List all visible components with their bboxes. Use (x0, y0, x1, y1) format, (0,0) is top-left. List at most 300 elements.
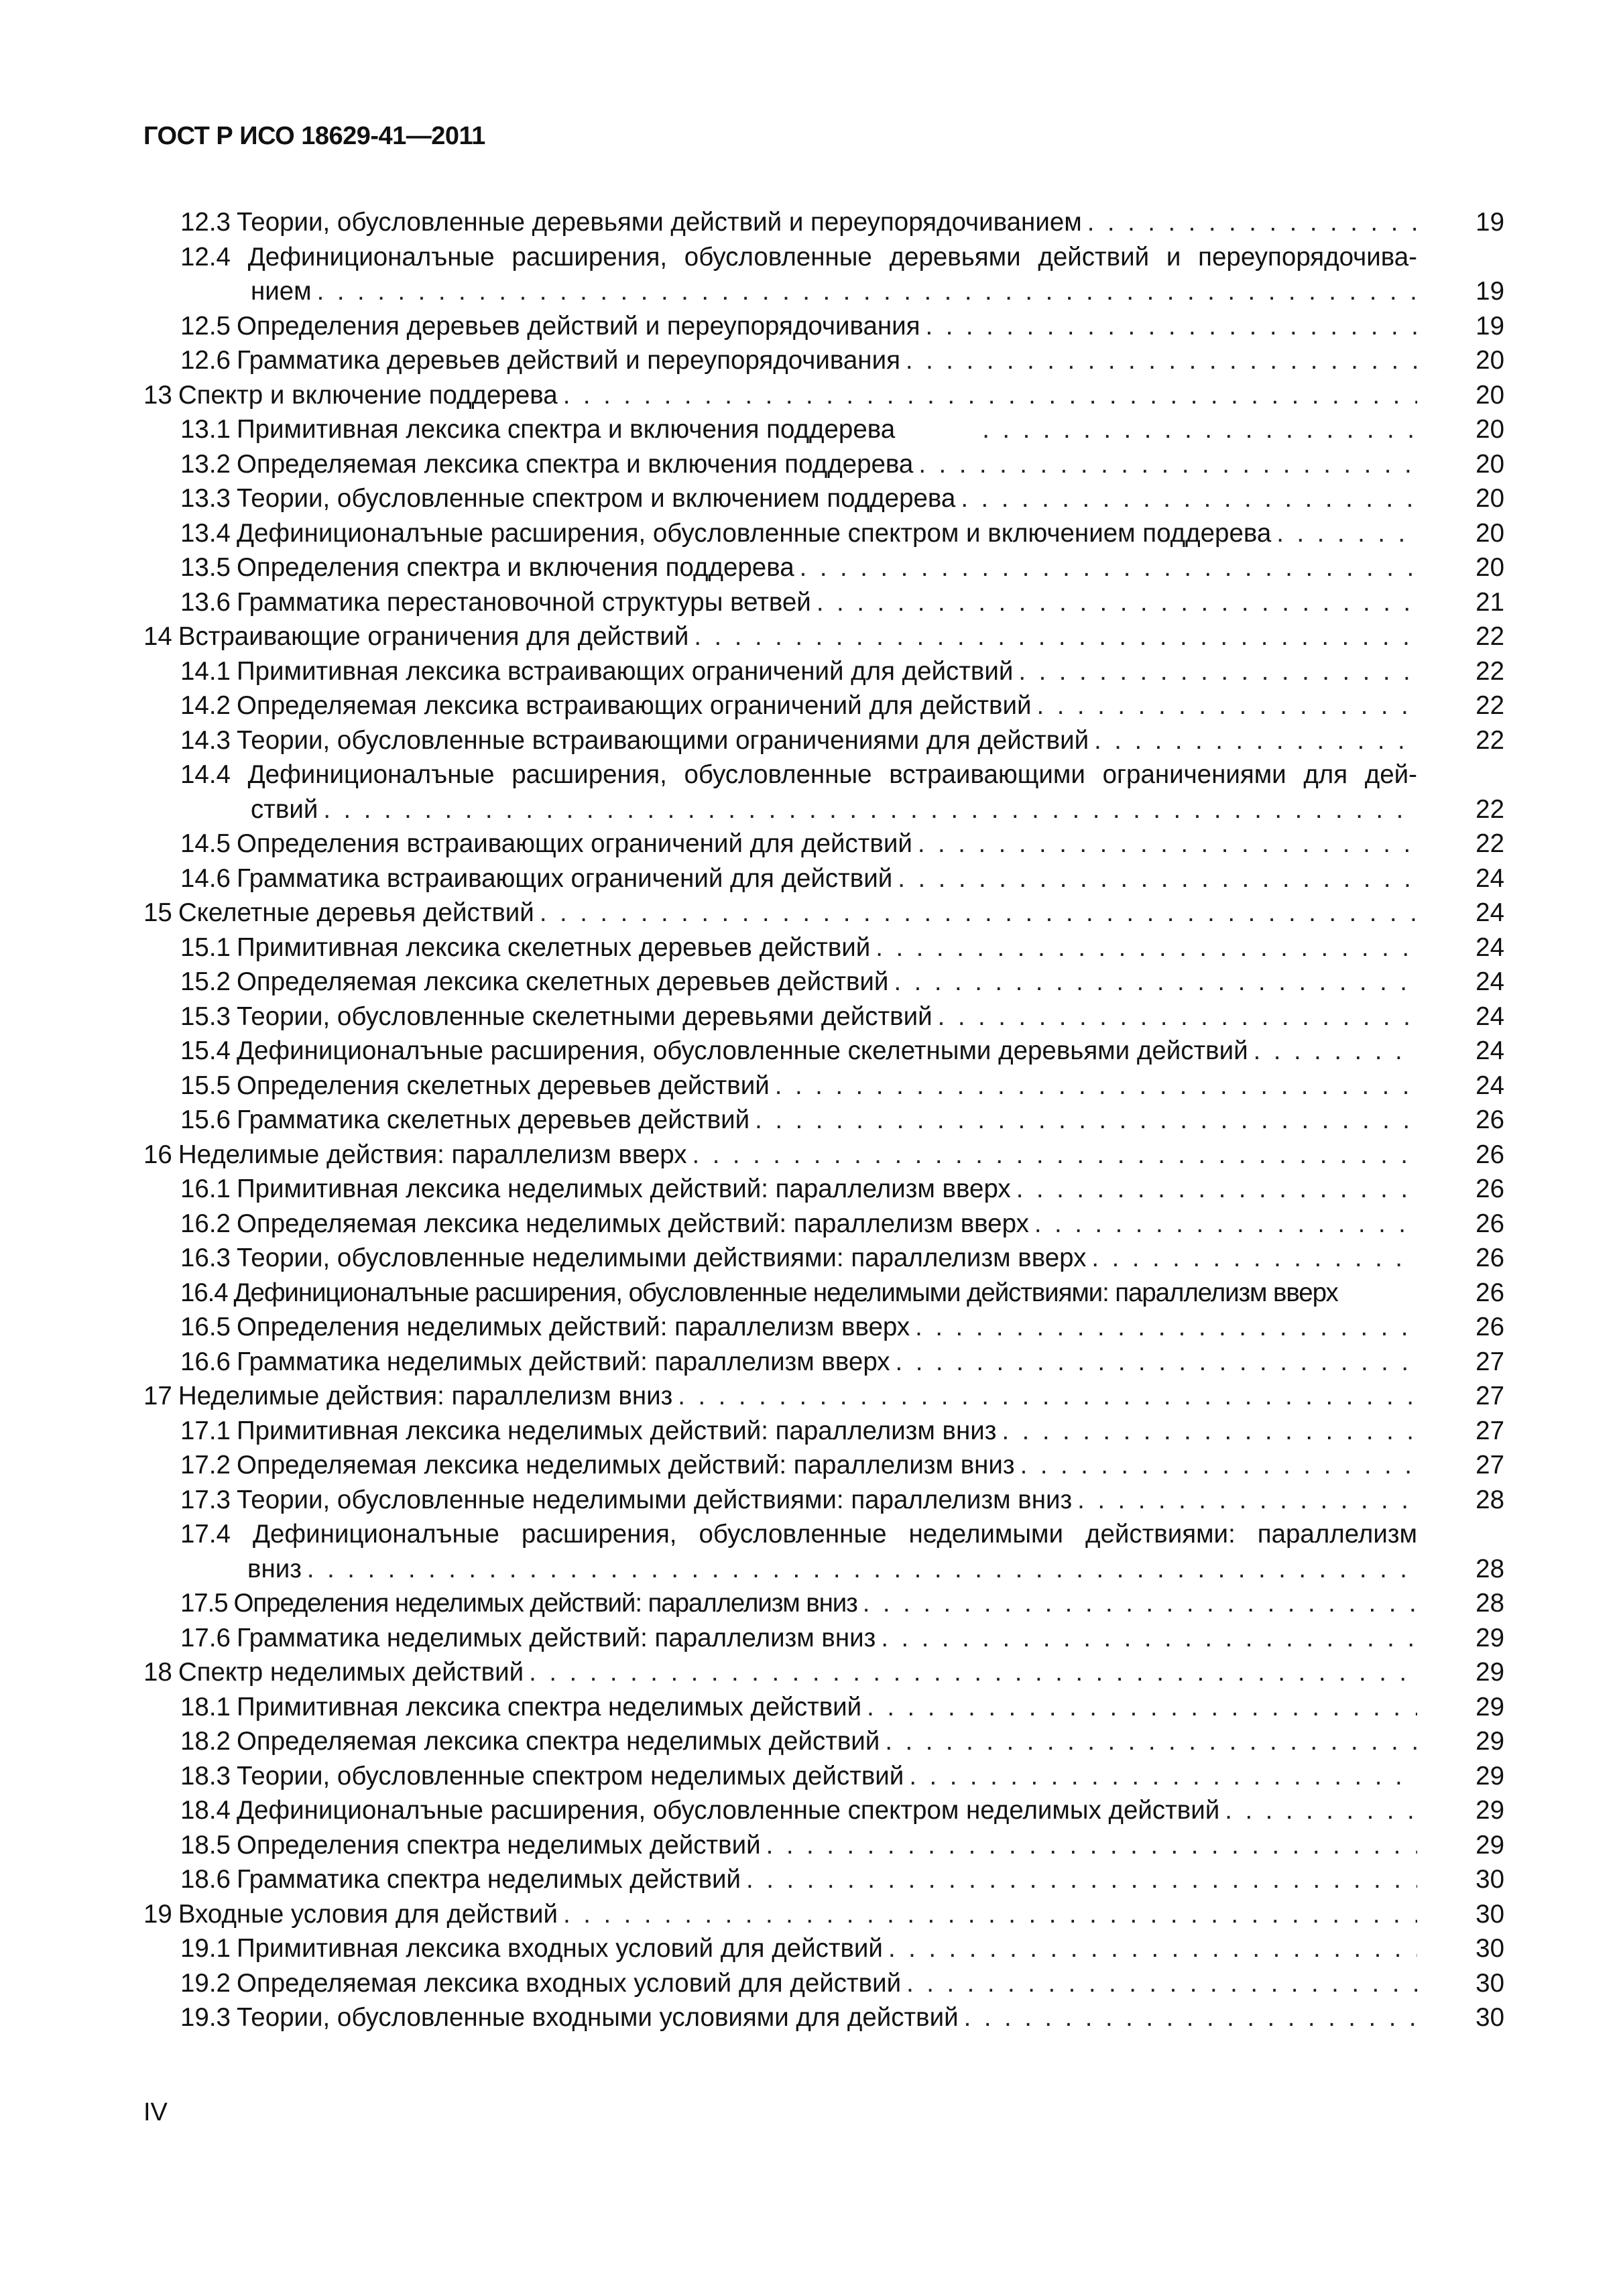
toc-entry-text (180, 654, 1417, 689)
toc-entry (143, 1897, 1504, 1932)
toc-entry-title: Теории, обусловленные неделимыми действиями: параллелизм вверх (236, 1244, 1087, 1272)
toc-entry (143, 585, 1504, 620)
toc-entry-number: 14.3 (180, 725, 231, 755)
toc-entry-number: 15.6 (180, 1105, 231, 1134)
toc-page-number: 22 (1476, 794, 1504, 824)
toc-entry (143, 1966, 1504, 2001)
toc-entry (143, 723, 1504, 758)
toc-entry-number: 12.6 (180, 346, 231, 375)
toc-entry (143, 343, 1504, 378)
toc-entry-number: 18.6 (180, 1865, 231, 1894)
toc-entry (143, 1724, 1504, 1759)
toc-entry-text (180, 550, 1417, 585)
toc-entry-number: 17.1 (180, 1416, 231, 1445)
toc-entry-title: нием (251, 277, 312, 306)
dot-leader (800, 550, 1417, 585)
dot-leader (881, 1621, 1417, 1656)
toc-entry-text (180, 1724, 1417, 1759)
toc-entry-title: ствий (251, 794, 318, 824)
dot-leader (563, 1897, 1417, 1932)
toc-page-number: 29 (1476, 1830, 1504, 1860)
toc-page-number: 24 (1476, 932, 1504, 962)
toc-entry (143, 481, 1504, 516)
toc-entry (143, 792, 1504, 827)
toc-entry (143, 1586, 1504, 1621)
toc-entry (143, 1862, 1504, 1897)
toc-entry-number: 15.5 (180, 1071, 231, 1100)
toc-entry (143, 1931, 1504, 1966)
toc-entry-text (251, 792, 1417, 827)
toc-entry (143, 688, 1504, 723)
toc-entry-title: Теории, обусловленные спектром и включением поддерева (236, 484, 956, 513)
toc-entry-number: 17.5 (180, 1589, 228, 1618)
toc-entry-text (143, 378, 1417, 413)
toc-entry-text (180, 1207, 1417, 1242)
dot-leader (938, 1000, 1417, 1034)
toc-entry-title: Теории, обусловленные входными условиями для действий (236, 2003, 959, 2032)
toc-entry-text (180, 309, 1417, 344)
toc-entry-title: Определяемая лексика входных условий для действий (236, 1968, 902, 1998)
toc-entry (143, 930, 1504, 965)
toc-page-number: 19 (1476, 311, 1504, 341)
toc-entry (143, 412, 1504, 447)
dot-leader (1254, 1034, 1417, 1069)
toc-entry (143, 1069, 1504, 1103)
toc-page-number: 30 (1476, 2003, 1504, 2032)
dot-leader (982, 412, 1417, 447)
toc-entry-text (180, 447, 1417, 482)
toc-entry-title: Определяемая лексика неделимых действий: параллелизм вниз (236, 1451, 1015, 1479)
toc-page-number: 28 (1476, 1589, 1504, 1618)
toc-entry-title: Примитивная лексика входных условий для действий (236, 1934, 883, 1963)
toc-entry (143, 1241, 1504, 1276)
toc-entry-text (180, 965, 1417, 1000)
toc-entry-number: 13.4 (180, 518, 231, 548)
toc-entry-text (180, 343, 1417, 378)
toc-entry-text (247, 1552, 1417, 1587)
toc-entry-number: 16.4 (180, 1278, 228, 1307)
dot-leader (529, 1655, 1417, 1690)
toc-entry-title: Определяемая лексика неделимых действий: параллелизм вверх (236, 1209, 1029, 1238)
toc-entry (143, 309, 1504, 344)
toc-entry-title: Определения скелетных деревьев действий (236, 1071, 770, 1100)
toc-entry-number: 16.5 (180, 1313, 231, 1341)
dot-leader (906, 343, 1417, 378)
toc-entry-title: Грамматика встраивающих ограничений для действий (236, 863, 893, 893)
page-number: IV (143, 2098, 168, 2126)
toc-entry-number: 17.3 (180, 1485, 231, 1514)
toc-entry-text (180, 1483, 1417, 1518)
toc-entry-text (180, 1103, 1417, 1138)
toc-page-number: 29 (1476, 1761, 1504, 1791)
toc-page-number: 24 (1476, 967, 1504, 996)
toc-entry-number: 16 (143, 1140, 172, 1169)
toc-entry-text (180, 827, 1417, 861)
toc-page-number: 22 (1476, 725, 1504, 755)
dot-leader (906, 1966, 1417, 2001)
toc-entry (143, 1207, 1504, 1242)
toc-page-number: 20 (1476, 346, 1504, 375)
toc-entry-title: Неделимые действия: параллелизм вверх (178, 1140, 687, 1169)
toc-entry-title: Дефиниционалъные расширения, обусловленные неделимыми действиями: параллелизм вверх (233, 1278, 1338, 1307)
toc-page-number: 21 (1476, 587, 1504, 617)
dot-leader (964, 2000, 1417, 2035)
toc-entry-title: Примитивная лексика спектра неделимых действий (236, 1692, 862, 1721)
dot-leader (323, 792, 1417, 827)
toc-entry-title: Определения неделимых действий: параллелизм вверх (236, 1313, 910, 1341)
toc-entry-number: 19.2 (180, 1968, 231, 1998)
toc-entry-number: 16.2 (180, 1209, 231, 1238)
document-header: ГОСТ Р ИСО 18629-41—2011 (143, 122, 485, 150)
toc-entry (143, 1310, 1504, 1345)
toc-entry-text (143, 619, 1417, 654)
dot-leader (926, 309, 1417, 344)
toc-entry-title: Входные условия для действий (178, 1899, 558, 1929)
toc-entry-number: 12.3 (180, 208, 231, 237)
toc-entry-title: Теории, обусловленные неделимыми действиями: параллелизм вниз (236, 1485, 1073, 1514)
toc-page-number: 29 (1476, 1658, 1504, 1687)
toc-page-number: 30 (1476, 1934, 1504, 1963)
toc-entry-number: 17.4 (180, 1520, 231, 1549)
toc-entry (143, 1138, 1504, 1172)
toc-page-number: 26 (1476, 1313, 1504, 1341)
dot-leader (1094, 723, 1417, 758)
toc-entry-number: 15.4 (180, 1036, 231, 1065)
toc-page-number: 27 (1476, 1382, 1504, 1410)
toc-entry-number: 13.5 (180, 553, 231, 582)
dot-leader (317, 274, 1417, 309)
toc-page-number: 20 (1476, 415, 1504, 444)
toc-entry-text (180, 1586, 1417, 1621)
toc-entry-title: Неделимые действия: параллелизм вниз (178, 1382, 673, 1410)
dot-leader (775, 1069, 1417, 1103)
toc-page-number: 19 (1476, 277, 1504, 306)
dot-leader (1034, 1207, 1417, 1242)
toc-entry (143, 1414, 1504, 1449)
toc-page-number: 29 (1476, 1692, 1504, 1721)
toc-entry-text (180, 585, 1417, 620)
toc-entry (143, 1655, 1504, 1690)
toc-page-number: 20 (1476, 484, 1504, 513)
toc-entry-number: 14.2 (180, 691, 231, 720)
toc-entry-title: Определяемая лексика спектра и включения поддерева (236, 449, 914, 479)
toc-entry-number: 12.5 (180, 311, 231, 341)
toc-entry-title: Определения спектра неделимых действий (236, 1830, 761, 1860)
toc-entry-title: Дефиниционалъные расширения, обусловленные спектром и включением поддерева (236, 518, 1272, 548)
toc-entry-number: 17 (143, 1382, 172, 1410)
toc-entry-text (180, 1448, 1417, 1483)
toc-entry-title: Определяемая лексика встраивающих ограничений для действий (236, 691, 1032, 720)
toc-entry-number: 13.3 (180, 484, 231, 513)
toc-entry-title: Определения встраивающих ограничений для действий (236, 829, 912, 858)
toc-entry-title: Дефиниционалъные расширения, обусловленные встраивающими ограничениями для дей- (247, 760, 1417, 789)
dot-leader (540, 896, 1417, 930)
toc-entry-number: 18.2 (180, 1727, 231, 1756)
toc-entry-number: 18.5 (180, 1830, 231, 1860)
toc-entry-number: 18.4 (180, 1796, 231, 1825)
toc-entry-text (143, 1897, 1417, 1932)
toc-entry-title: Теории, обусловленные скелетными деревьями действий (236, 1002, 933, 1031)
toc-entry-text (180, 205, 1417, 240)
toc-page-number: 26 (1476, 1105, 1504, 1134)
toc-entry-number: 15.2 (180, 967, 231, 996)
toc-entry-number: 15.3 (180, 1002, 231, 1031)
dot-leader (766, 1828, 1417, 1863)
table-of-contents (143, 205, 1504, 2035)
toc-entry-title: Примитивная лексика скелетных деревьев действий (236, 932, 871, 962)
dot-leader (1002, 1414, 1417, 1449)
toc-entry (143, 1172, 1504, 1207)
toc-entry-title: Определения деревьев действий и переупорядочивания (236, 311, 920, 341)
toc-entry (143, 1517, 1504, 1552)
toc-page-number: 29 (1476, 1727, 1504, 1756)
toc-entry (143, 1448, 1504, 1483)
toc-page-number: 24 (1476, 863, 1504, 893)
toc-page-number: 27 (1476, 1347, 1504, 1376)
toc-entry-text (180, 861, 1417, 896)
toc-page-number: 28 (1476, 1554, 1504, 1583)
dot-leader (876, 930, 1417, 965)
toc-page-number: 28 (1476, 1485, 1504, 1514)
toc-entry-number: 14.4 (180, 760, 231, 789)
toc-entry-text (143, 896, 1417, 930)
toc-entry-text (180, 1759, 1417, 1794)
toc-entry-number: 18.1 (180, 1692, 231, 1721)
toc-entry (143, 516, 1504, 551)
toc-entry-text (180, 412, 1417, 447)
toc-page-number: 24 (1476, 1071, 1504, 1100)
toc-entry (143, 447, 1504, 482)
toc-page-number: 30 (1476, 1968, 1504, 1998)
toc-entry-title: Грамматика перестановочной структуры ветвей (236, 587, 811, 617)
toc-page-number: 22 (1476, 622, 1504, 651)
toc-entry-number: 13.1 (180, 415, 231, 444)
toc-entry-text (180, 1310, 1417, 1345)
toc-entry-number: 17.2 (180, 1451, 231, 1479)
toc-page-number: 24 (1476, 898, 1504, 927)
toc-entry-number: 15 (143, 898, 172, 927)
dot-leader (896, 1345, 1417, 1380)
toc-page-number: 29 (1476, 1623, 1504, 1652)
toc-entry-text (251, 274, 1417, 309)
toc-entry-text (180, 2000, 1417, 2035)
toc-entry-title: Определения неделимых действий: параллелизм вниз (233, 1589, 857, 1618)
toc-entry-text (180, 1793, 1417, 1828)
toc-entry-number: 12.4 (180, 242, 231, 271)
toc-entry-number: 14 (143, 622, 172, 651)
toc-entry-text (143, 1138, 1417, 1172)
toc-entry (143, 896, 1504, 930)
dot-leader (915, 1310, 1417, 1345)
toc-page-number: 27 (1476, 1416, 1504, 1445)
toc-entry-title: Грамматика деревьев действий и переупорядочивания (236, 346, 900, 375)
toc-entry (143, 1552, 1504, 1587)
toc-entry-text (180, 1828, 1417, 1863)
toc-entry-text (180, 1621, 1417, 1656)
toc-entry-title: Примитивная лексика неделимых действий: параллелизм вверх (236, 1174, 1011, 1203)
dot-leader (1276, 516, 1417, 551)
dot-leader (918, 827, 1417, 861)
toc-entry-number: 19 (143, 1899, 172, 1929)
toc-entry-title: Дефиниционалъные расширения, обусловленные скелетными деревьями действий (236, 1036, 1248, 1065)
dot-leader (1091, 1241, 1417, 1276)
toc-entry-number: 13.6 (180, 587, 231, 617)
toc-entry (143, 2000, 1504, 2035)
dot-leader (1225, 1793, 1417, 1828)
toc-entry-text (143, 1655, 1417, 1690)
toc-entry (143, 1000, 1504, 1034)
toc-page-number: 19 (1476, 208, 1504, 237)
toc-page-number: 20 (1476, 553, 1504, 582)
dot-leader (1077, 1483, 1417, 1518)
toc-entry (143, 1103, 1504, 1138)
toc-entry-number: 13.2 (180, 449, 231, 479)
dot-leader (867, 1690, 1417, 1725)
toc-entry-text (180, 688, 1417, 723)
toc-entry-text (180, 1966, 1417, 2001)
toc-entry-text (180, 1690, 1417, 1725)
toc-page-number: 20 (1476, 518, 1504, 548)
toc-entry-title: Грамматика скелетных деревьев действий (236, 1105, 750, 1134)
toc-entry-number: 14.5 (180, 829, 231, 858)
toc-entry (143, 1621, 1504, 1656)
dot-leader (693, 1138, 1417, 1172)
toc-entry-number: 14.1 (180, 656, 231, 686)
toc-page-number: 26 (1476, 1278, 1504, 1307)
toc-entry (143, 861, 1504, 896)
toc-entry (143, 1483, 1504, 1518)
toc-entry-number: 19.1 (180, 1934, 231, 1963)
toc-page-number: 26 (1476, 1140, 1504, 1169)
toc-entry (143, 1793, 1504, 1828)
dot-leader (863, 1586, 1417, 1621)
toc-entry (143, 1759, 1504, 1794)
toc-entry (143, 654, 1504, 689)
toc-entry (143, 619, 1504, 654)
toc-page-number: 26 (1476, 1174, 1504, 1203)
toc-entry-number: 14.6 (180, 863, 231, 893)
toc-entry-text (180, 1345, 1417, 1380)
toc-entry-text (180, 1931, 1417, 1966)
toc-entry-title: Определения спектра и включения поддерева (236, 553, 794, 582)
toc-entry-number: 17.6 (180, 1623, 231, 1652)
toc-entry (143, 378, 1504, 413)
toc-page-number: 27 (1476, 1451, 1504, 1479)
toc-entry-title: Грамматика неделимых действий: параллелизм вверх (236, 1347, 890, 1376)
toc-entry-title: Скелетные деревья действий (178, 898, 534, 927)
dot-leader (898, 861, 1417, 896)
dot-leader (694, 619, 1417, 654)
toc-page-number: 30 (1476, 1865, 1504, 1894)
toc-page-number: 24 (1476, 1002, 1504, 1031)
toc-entry (143, 205, 1504, 240)
toc-entry-text (180, 1414, 1417, 1449)
toc-entry-title: Спектр и включение поддерева (178, 380, 558, 410)
toc-page-number: 30 (1476, 1899, 1504, 1929)
toc-page-number: 26 (1476, 1209, 1504, 1238)
toc-entry-text (180, 930, 1417, 965)
toc-page-number: 20 (1476, 380, 1504, 410)
toc-entry-title: Грамматика неделимых действий: параллелизм вниз (236, 1623, 876, 1652)
toc-page-number: 24 (1476, 1036, 1504, 1065)
toc-entry-text (180, 723, 1417, 758)
dot-leader (1087, 205, 1417, 240)
toc-entry (143, 240, 1504, 275)
toc-entry-title: Грамматика спектра неделимых действий (236, 1865, 741, 1894)
dot-leader (918, 447, 1417, 482)
dot-leader (746, 1862, 1417, 1897)
dot-leader (894, 965, 1417, 1000)
dot-leader (307, 1552, 1417, 1587)
toc-entry-number: 19.3 (180, 2003, 231, 2032)
toc-entry (143, 1690, 1504, 1725)
toc-page-number: 22 (1476, 691, 1504, 720)
dot-leader (885, 1724, 1417, 1759)
toc-entry-title: Теории, обусловленные деревьями действий и переупорядочиванием (236, 208, 1082, 237)
toc-entry-title: Определяемая лексика скелетных деревьев действий (236, 967, 889, 996)
dot-leader (1037, 688, 1417, 723)
toc-entry-title: Дефиниционалъные расширения, обусловленные неделимыми действиями: параллелизм (252, 1520, 1417, 1549)
toc-entry-text (180, 1000, 1417, 1034)
dot-leader (1018, 654, 1417, 689)
toc-entry (143, 1345, 1504, 1380)
dot-leader (1016, 1172, 1417, 1207)
dot-leader (563, 378, 1417, 413)
toc-entry-text (180, 481, 1417, 516)
dot-leader (961, 481, 1417, 516)
dot-leader (678, 1379, 1417, 1414)
toc-entry (143, 758, 1504, 792)
dot-leader (755, 1103, 1417, 1138)
toc-page-number: 29 (1476, 1796, 1504, 1825)
toc-entry-text (180, 1241, 1417, 1276)
dot-leader (1020, 1448, 1417, 1483)
toc-entry-text (180, 516, 1417, 551)
toc-entry-text (143, 1379, 1417, 1414)
toc-entry-number: 16.6 (180, 1347, 231, 1376)
toc-entry-text (180, 1034, 1417, 1069)
toc-entry (143, 1034, 1504, 1069)
dot-leader (817, 585, 1417, 620)
toc-entry-title: Встраивающие ограничения для действий (178, 622, 689, 651)
toc-entry-title: вниз (247, 1554, 302, 1583)
toc-entry (143, 827, 1504, 861)
dot-leader (909, 1759, 1417, 1794)
toc-page-number: 20 (1476, 449, 1504, 479)
toc-entry-title: Теории, обусловленные спектром неделимых действий (236, 1761, 904, 1791)
toc-entry-title: Спектр неделимых действий (178, 1658, 524, 1687)
dot-leader (888, 1931, 1417, 1966)
toc-entry-number: 16.1 (180, 1174, 231, 1203)
toc-entry (143, 1379, 1504, 1414)
toc-entry-number: 13 (143, 380, 172, 410)
toc-entry-number: 18 (143, 1658, 172, 1687)
toc-entry-text (180, 240, 1417, 275)
toc-entry (143, 965, 1504, 1000)
toc-entry-text (180, 1517, 1417, 1552)
toc-entry-text (180, 1276, 1417, 1311)
toc-page-number: 22 (1476, 656, 1504, 686)
toc-entry-text (180, 1172, 1417, 1207)
toc-entry-text (180, 1862, 1417, 1897)
toc-entry-title: Определяемая лексика спектра неделимых действий (236, 1727, 880, 1756)
toc-entry-text (180, 1069, 1417, 1103)
toc-entry-number: 16.3 (180, 1244, 231, 1272)
toc-entry (143, 1276, 1504, 1311)
toc-page-number: 26 (1476, 1244, 1504, 1272)
toc-entry-title: Примитивная лексика неделимых действий: параллелизм вниз (236, 1416, 997, 1445)
toc-entry-number: 15.1 (180, 932, 231, 962)
